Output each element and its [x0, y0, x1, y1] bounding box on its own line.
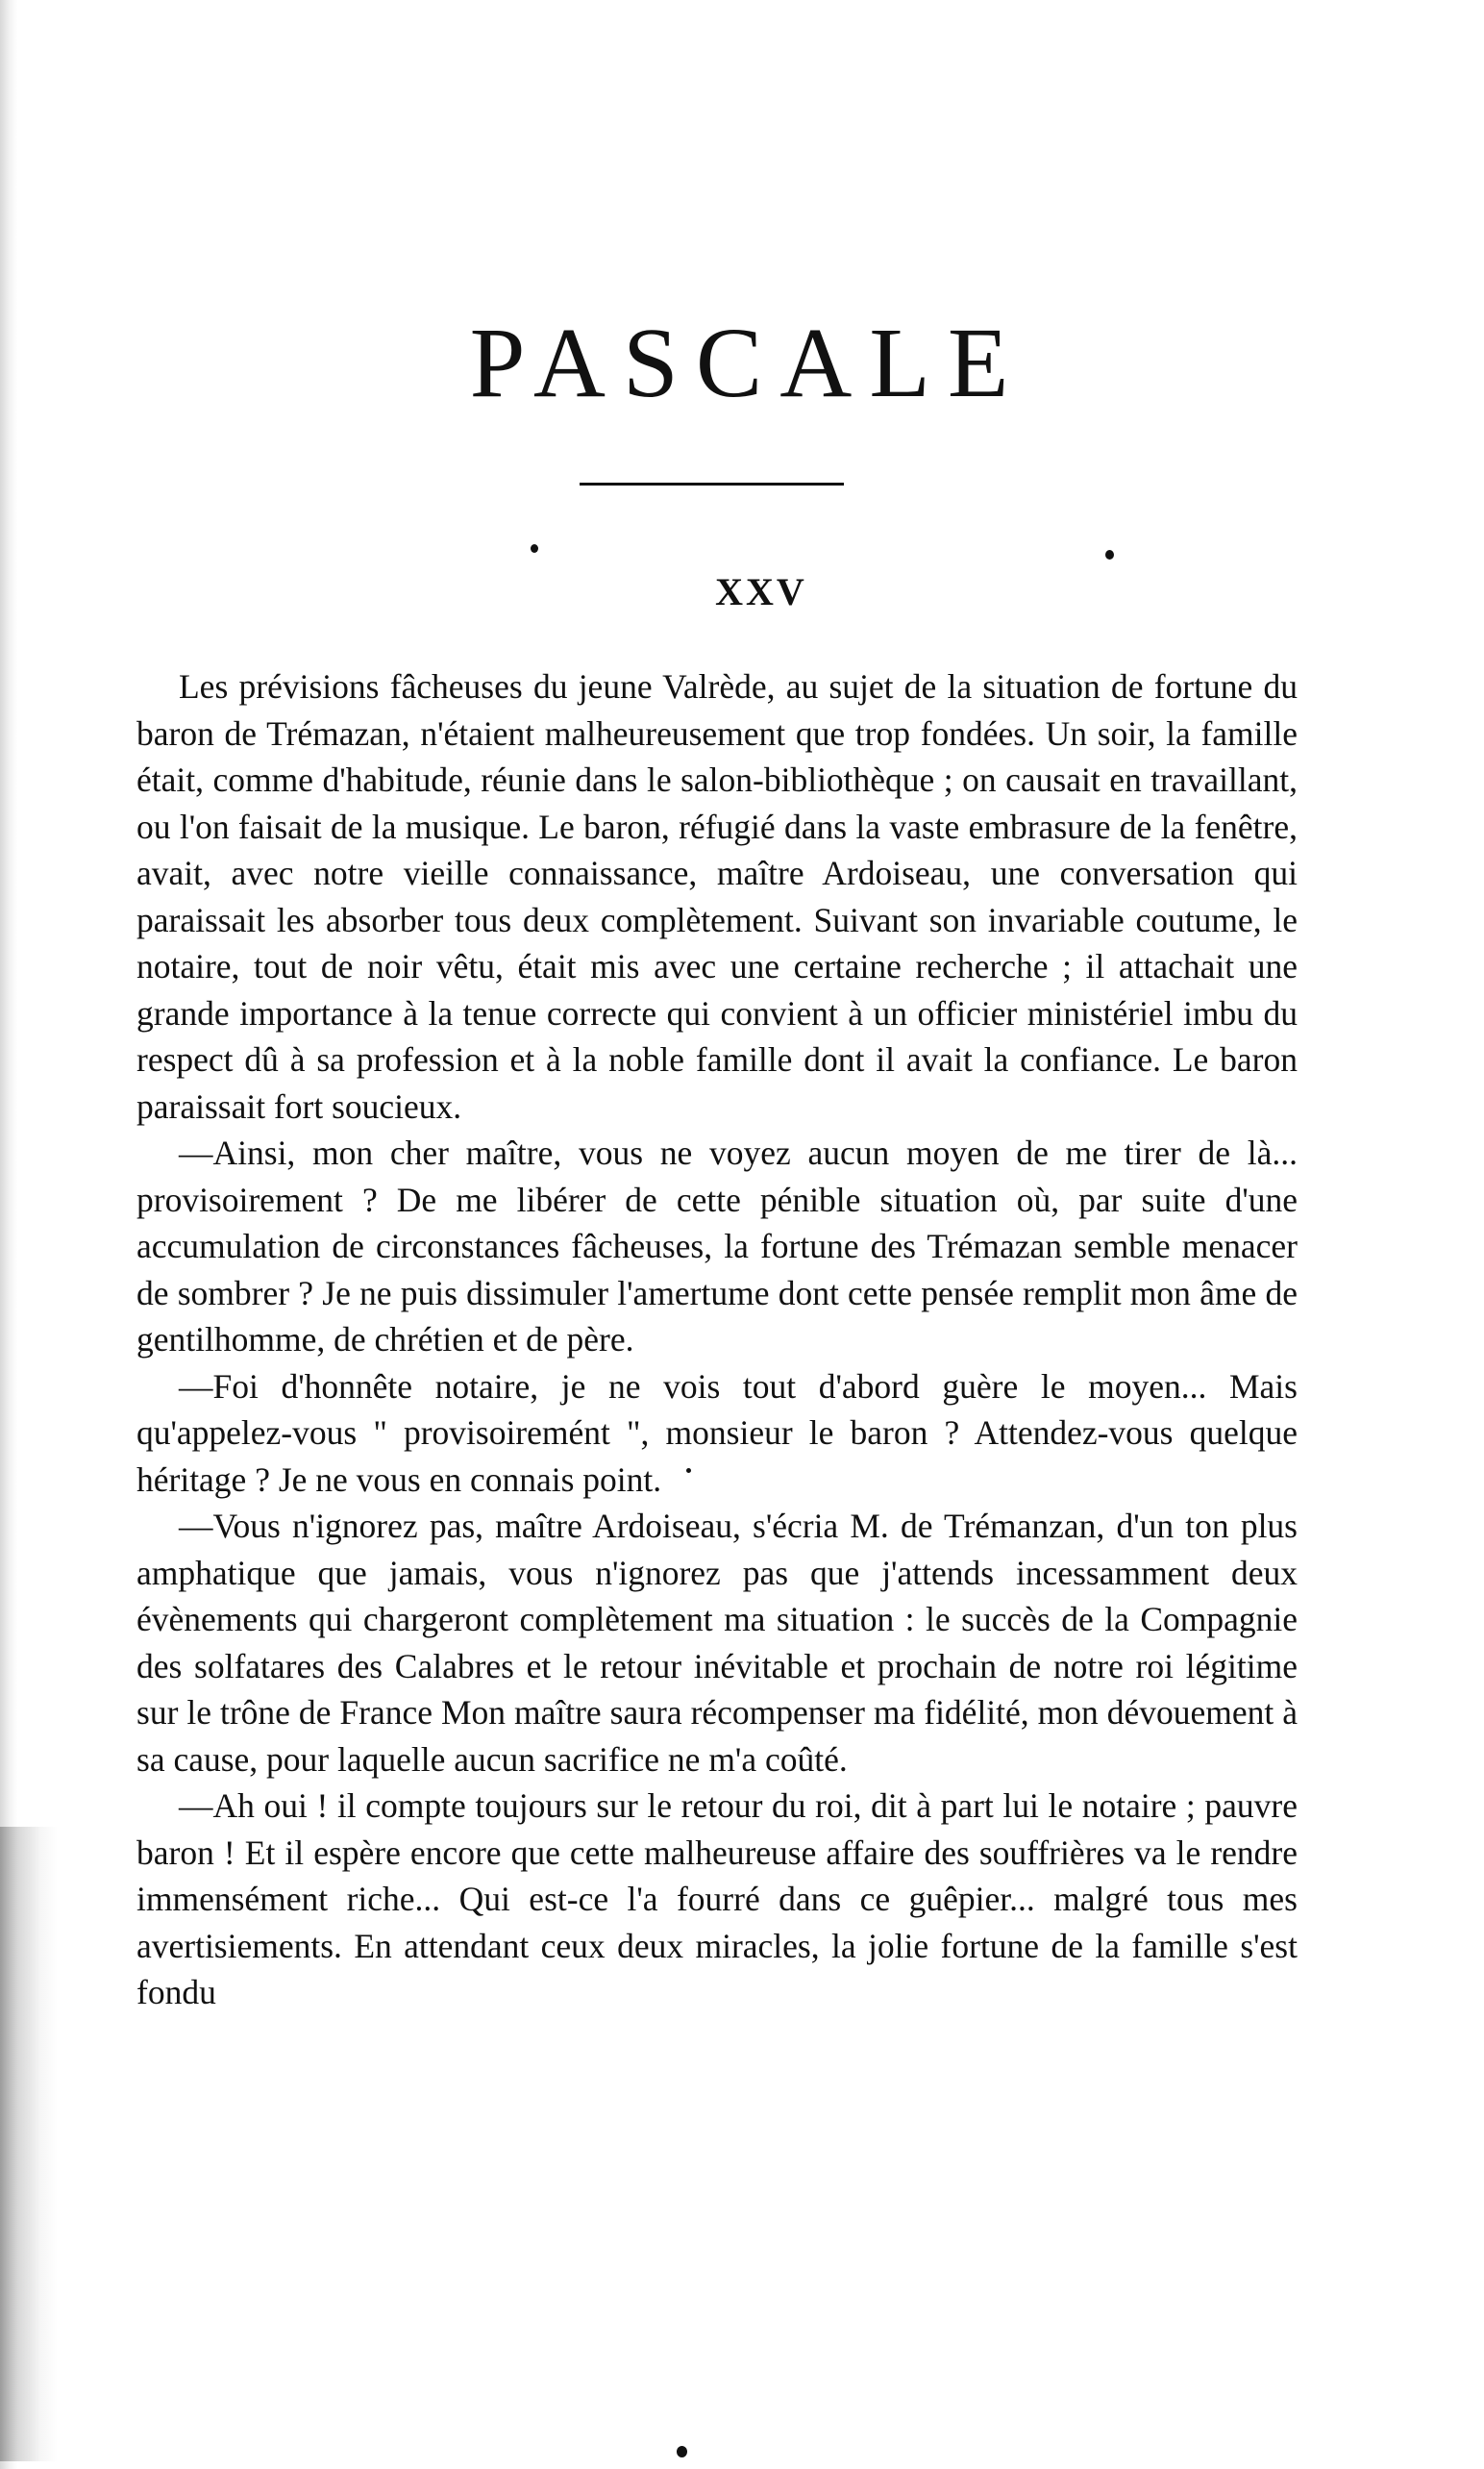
title-divider: [580, 483, 844, 486]
ink-speck: [677, 2446, 687, 2457]
body-text: [136, 663, 1298, 2016]
paragraph: —Foi d'honnête notaire, je ne vois tout d'abord guère le moyen... Mais qu'appelez-vous " provisoiremént ", monsieur le baron ? Attendez-vous quelque héritage ? Je ne vous en connais point.: [136, 1366, 1298, 1499]
paragraph: —Ainsi, mon cher maître, vous ne voyez aucun moyen de me tirer de là... provisoirement ? De me libérer de cette pénible situation où, par suite d'une accumulation de circonstances fâcheuses, la fortune des Trémazan semble menacer de sombrer ? Je ne puis dissimuler l'amertume dont cette pensée remplit mon âme de gentilhomme, de chrétien et de père.: [136, 1134, 1298, 1359]
paragraph: —Ah oui ! il compte toujours sur le retour du roi, dit à part lui le notaire ; pauvre baron ! Et il espère encore que cette malheureuse affaire des souffrières va le rendre immensément riche... Qui est-ce l'a fourré dans ce guêpier... malgré tous mes avertisiements. En attendant ceux deux miracles, la jolie fortune de la famille s'est fondu: [136, 1786, 1298, 2011]
page-title: PASCALE: [469, 308, 1026, 418]
paragraph: Les prévisions fâcheuses du jeune Valrède, au sujet de la situation de fortune du baron de Trémazan, n'étaient malheureusement que trop fondées. Un soir, la famille était, comme d'habitude, réunie dans le salon-bibliothèque ; on causait en travaillant, ou l'on faisait de la musique. Le baron, réfugié dans la vaste embrasure de la fenêtre, avait, avec notre vieille connaissance, maître Ardoiseau, une conversation qui paraissait les absorber tous deux complètement. Suivant son invariable coutume, le notaire, tout de noir vêtu, était mis avec une certaine recherche ; il attachait une grande importance à la tenue correcte qui convient à un officier ministériel imbu du respect dû à sa profession et à la noble famille dont il avait la confiance. Le baron paraissait fort soucieux.: [136, 667, 1298, 1126]
paragraph: —Vous n'ignorez pas, maître Ardoiseau, s'écria M. de Trémanzan, d'un ton plus amphatique que jamais, vous n'ignorez pas que j'attends incessamment deux évènements qui chargeront complètement ma situation : le succès de la Compagnie des solfatares des Calabres et le retour inévitable et prochain de notre roi légitime sur le trône de France Mon maître saura récompenser ma fidélité, mon dévouement à sa cause, pour laquelle aucun sacrifice ne m'a coûté.: [136, 1507, 1298, 1779]
gutter-scan-noise: [0, 1827, 58, 2461]
ink-speck: [1105, 550, 1114, 560]
chapter-heading: XXV: [715, 570, 807, 613]
ink-speck: [531, 544, 538, 553]
